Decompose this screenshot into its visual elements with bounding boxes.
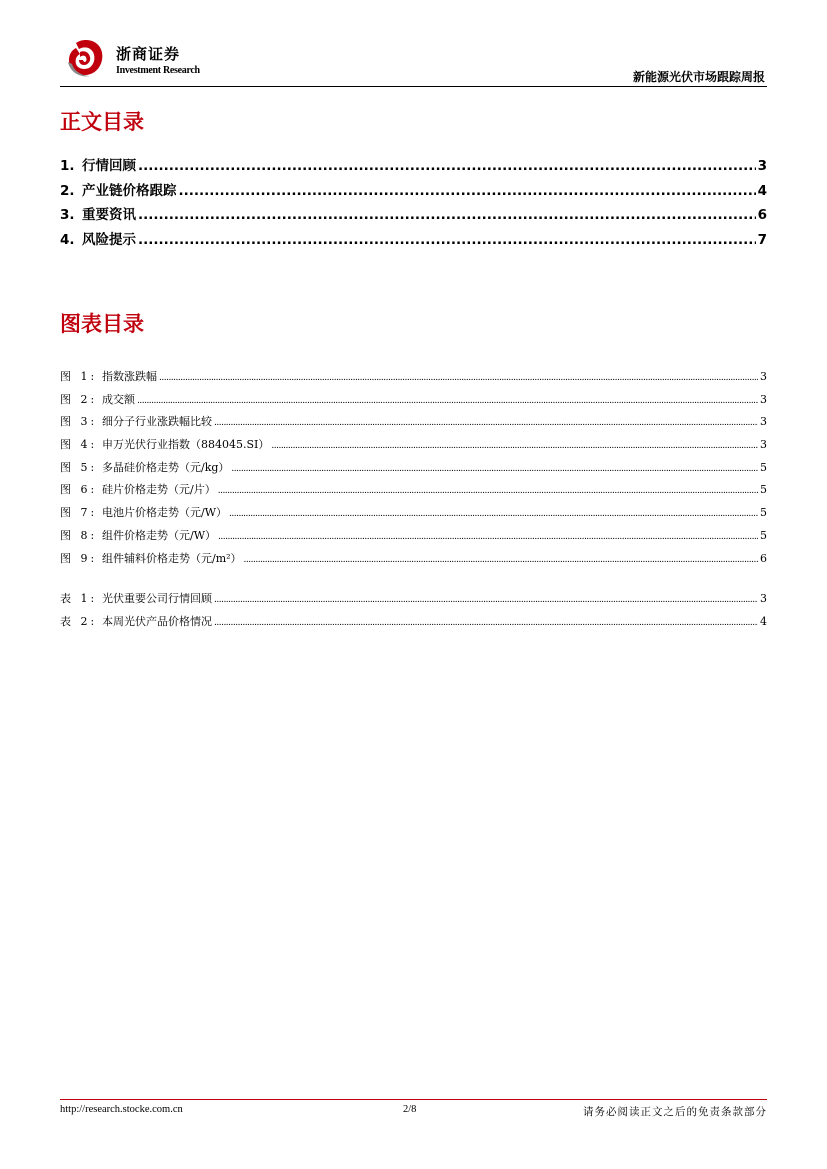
figure-leader-dots [214,418,758,428]
toc-leader-dots [138,232,756,248]
table-item-page: 3 [760,592,767,605]
figure-item-label: 图 5: [60,460,98,474]
figure-item-page: 5 [760,460,767,474]
figure-item-text: 成交额 [102,392,135,406]
figure-item[interactable] [60,391,767,414]
figure-item-text: 多晶硅价格走势（元/kg） [102,460,230,474]
footer-divider [60,1099,767,1100]
toc-item[interactable] [60,179,767,204]
report-title: 新能源光伏市场跟踪周报 [632,70,765,84]
figure-leader-dots [159,373,758,383]
footer-url[interactable]: http://research.stocke.com.cn [60,1104,183,1115]
toc-item-page: 4 [757,182,767,199]
figure-item[interactable] [60,527,767,550]
toc-leader-dots [179,183,756,199]
table-item-label: 表 1: [60,592,98,605]
figure-leader-dots [218,486,758,496]
figure-item[interactable] [60,459,767,482]
figure-item-text: 电池片价格走势（元/W） [102,506,228,520]
figure-item-label: 图 9: [60,551,98,565]
toc-item-label: 行情回顾 [82,158,136,174]
figure-item-page: 5 [760,483,767,497]
figure-leader-dots [231,464,758,474]
figures-list [60,368,767,572]
table-leader-dots [214,595,758,605]
toc-item-number: 3. [60,207,75,223]
figure-item-page: 6 [760,551,767,565]
figure-item[interactable] [60,481,767,504]
toc-leader-dots [138,158,756,174]
figure-item-page: 5 [760,506,767,520]
footer-disclaimer: 请务必阅读正文之后的免责条款部分 [583,1106,767,1118]
figure-item-label: 图 8: [60,528,98,542]
table-item-text: 本周光伏产品价格情况 [102,614,212,628]
toc-title: 正文目录 [60,110,144,134]
figure-item-label: 图 7: [60,506,98,520]
table-item-text: 光伏重要公司行情回顾 [102,592,212,605]
figure-item-page: 3 [760,438,767,452]
toc-item[interactable] [60,203,767,228]
toc-item-label: 风险提示 [82,231,136,248]
toc-item-number: 4. [60,231,75,248]
toc-item-page: 6 [757,207,767,223]
table-item[interactable] [60,590,767,613]
figure-item[interactable] [60,550,767,573]
figure-item[interactable] [60,504,767,527]
toc-item-page: 7 [757,231,767,248]
table-item-page: 4 [760,614,767,628]
figure-item-page: 3 [760,392,767,406]
figure-item-label: 图 3: [60,415,98,429]
figure-item-page: 3 [760,415,767,429]
tables-list [60,590,767,635]
figure-item-text: 硅片价格走势（元/片） [102,483,216,497]
toc-item-page: 3 [757,158,767,174]
figure-leader-dots [137,396,758,406]
figure-item-label: 图 2: [60,392,98,406]
toc-item-number: 2. [60,182,75,199]
figure-item-text: 细分子行业涨跌幅比较 [102,415,212,429]
figure-item-text: 申万光伏行业指数（884045.SI） [102,438,270,452]
toc-item-label: 产业链价格跟踪 [82,182,177,199]
toc-item[interactable] [60,154,767,179]
figure-item-text: 组件辅料价格走势（元/m²） [102,551,242,565]
toc-item-label: 重要资讯 [82,207,136,223]
toc-item-number: 1. [60,158,75,174]
footer-page-number: 2/8 [403,1104,417,1115]
table-item-label: 表 2: [60,614,98,628]
logo-chinese-name: 浙商证券 [116,45,181,63]
figure-leader-dots [244,555,758,565]
toc-item[interactable] [60,228,767,253]
toc-leader-dots [138,207,756,223]
figure-item[interactable] [60,413,767,436]
figure-item[interactable] [60,436,767,459]
figure-item-text: 指数涨跌幅 [102,370,157,383]
figure-item-page: 3 [760,370,767,383]
figure-item-text: 组件价格走势（元/W） [102,528,217,542]
figures-toc-title: 图表目录 [60,312,144,336]
figure-item-label: 图 4: [60,438,98,452]
logo-english-name: Investment Research [116,65,200,76]
table-leader-dots [214,618,758,628]
toc-list [60,154,767,252]
figure-leader-dots [271,441,758,451]
company-logo-icon [66,38,106,78]
figure-leader-dots [229,509,758,519]
figure-item[interactable] [60,368,767,391]
figure-item-label: 图 6: [60,483,98,497]
figure-leader-dots [218,532,758,542]
table-item[interactable] [60,613,767,636]
figure-item-label: 图 1: [60,370,98,383]
figure-item-page: 5 [760,528,767,542]
header-divider [60,86,767,87]
